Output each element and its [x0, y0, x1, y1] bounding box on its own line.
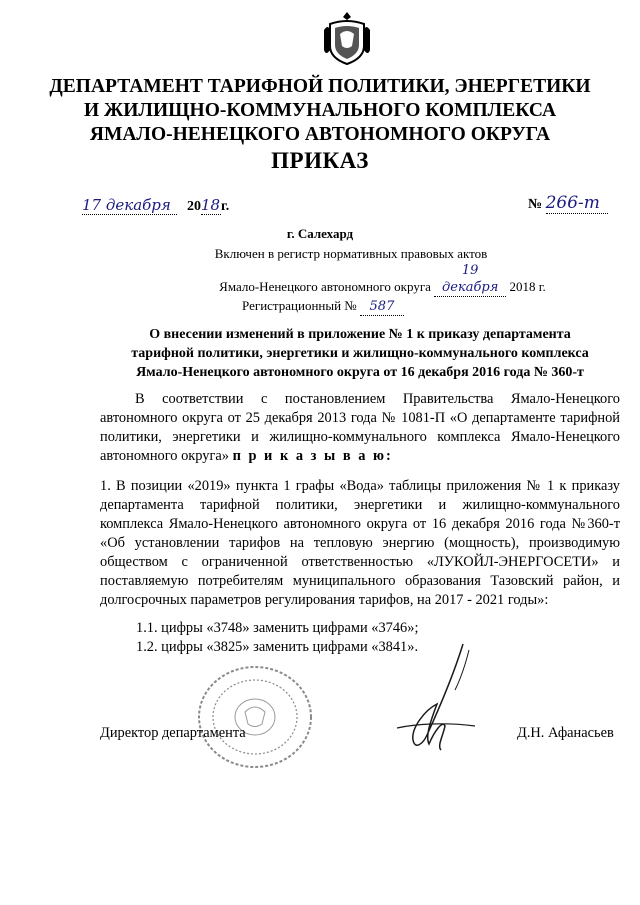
header-line-2: И ЖИЛИЩНО-КОММУНАЛЬНОГО КОМПЛЕКСА [83, 100, 557, 121]
date-handwritten: 17 декабря [82, 196, 177, 215]
sub-item-2: 1.2. цифры «3825» заменить цифрами «3841». [136, 639, 419, 655]
handwritten-signature [385, 640, 480, 760]
signatory-name: Д.Н. Афанасьев [517, 725, 614, 741]
registry-line-3: Регистрационный № 587 [0, 297, 640, 316]
year-prefix: 20 [187, 199, 201, 214]
registry-date-handwritten: 19 декабря [434, 262, 506, 297]
order-subject: О внесении изменений в приложение № 1 к приказу департамента тарифной политики, энергетики и жилищно-коммунального комплекса Ямало-Ненецкого автономного округа от 16 декабря 2016 года № 360-т [131, 327, 589, 380]
sub-item-1: 1.1. цифры «3748» заменить цифрами «3746»; [136, 620, 419, 636]
item-1: 1. В позиции «2019» пункта 1 графы «Вода» таблицы приложения № 1 к приказу департамента тарифной политики, энергетики и жилищно-коммунального комплекса Ямало-Ненецкого автономного округа от 16 декабря 2016 года №360-т «Об установлении тарифов на тепловую энергию (мощность), производимую обществом с ограниченной ответственностью «ЛУКОЙЛ-ЭНЕРГОСЕТИ» и поставляемую потребителям муниципального образования Тазовский район, и долгосрочных параметров регулирования тарифов, на 2017 - 2021 годы»: [100, 478, 620, 608]
year-handwritten: 18 [201, 196, 221, 214]
coat-of-arms-icon [322, 10, 372, 66]
registry-block [0, 245, 640, 316]
department-header [0, 75, 640, 147]
number-handwritten: 266-т [546, 193, 608, 214]
preamble: В соответствии с постановлением Правительства Ямало-Ненецкого автономного округа от 25 декабря 2013 года № 1081-П «О департаменте тарифной политики, энергетики и жилищно-коммунального комплекса Ямало-Ненецкого автономного округа» п р и к а з ы в а ю: [100, 391, 620, 464]
order-date [82, 196, 229, 215]
number-label: № [528, 197, 543, 212]
registry-number-handwritten: 587 [360, 298, 404, 316]
order-word: п р и к а з ы в а ю: [232, 448, 393, 464]
registry-line-1: Включен в регистр нормативных правовых актов [214, 246, 488, 261]
signatory-position: Директор департамента [100, 725, 246, 741]
registry-line-2: Ямало-Ненецкого автономного округа 19 декабря 2018 г. [219, 263, 546, 295]
header-line-1: ДЕПАРТАМЕНТ ТАРИФНОЙ ПОЛИТИКИ, ЭНЕРГЕТИКИ [49, 76, 591, 97]
document-type: ПРИКАЗ [271, 148, 369, 173]
official-stamp [195, 662, 315, 772]
year-g: г. [221, 199, 230, 214]
header-line-3: ЯМАЛО-НЕНЕЦКОГО АВТОНОМНОГО ОКРУГА [89, 124, 551, 145]
city: г. Салехард [286, 226, 354, 241]
order-number [528, 193, 608, 214]
sub-items [136, 619, 620, 657]
